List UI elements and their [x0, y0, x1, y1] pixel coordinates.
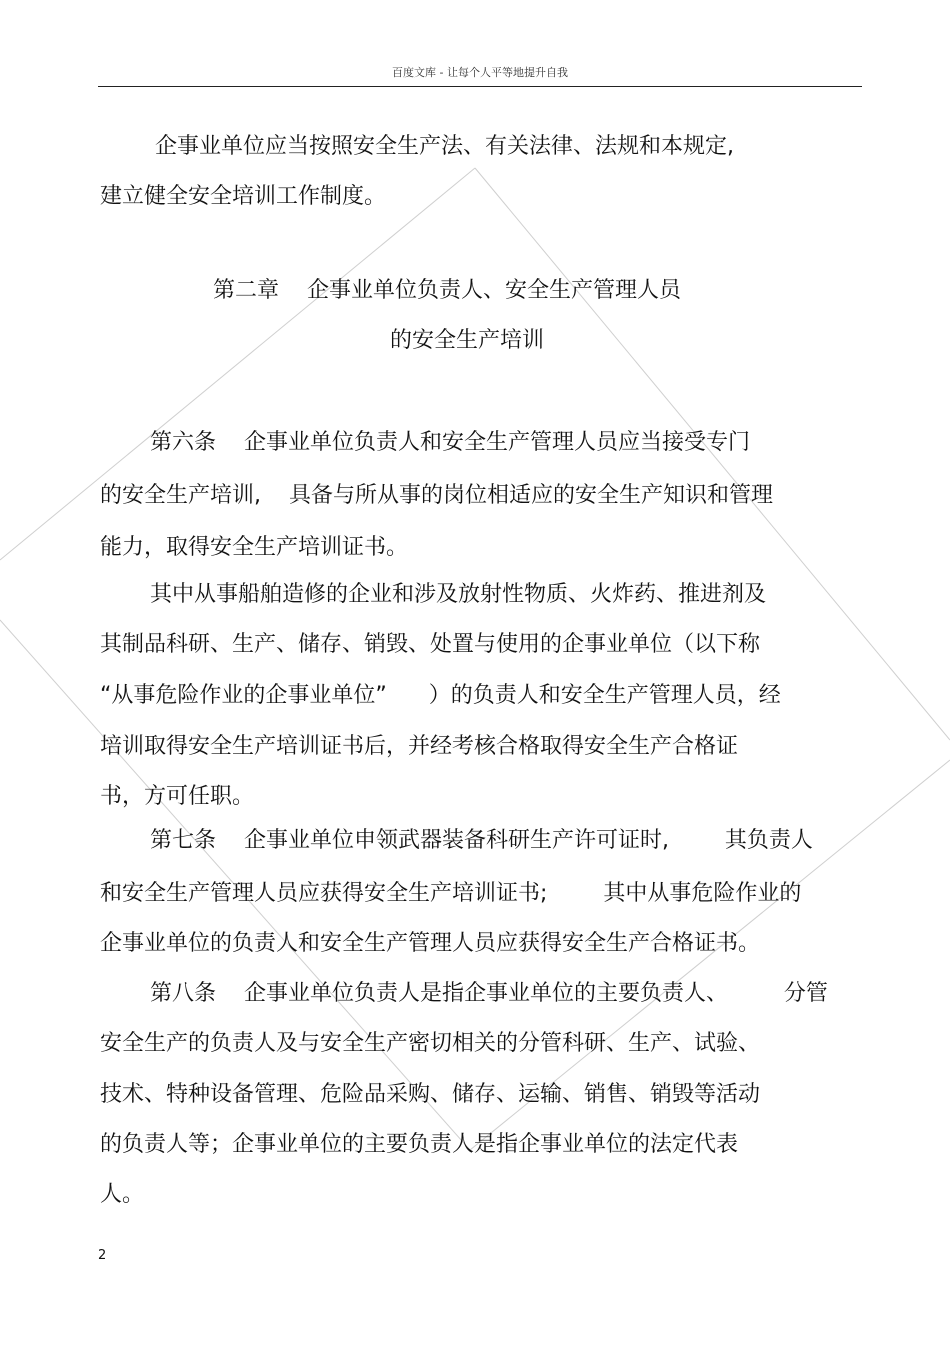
text-line: 第八条 企事业单位负责人是指企事业单位的主要负责人、 分管: [150, 981, 828, 1006]
text-line: “从事危险作业的企事业单位” ）的负责人和安全生产管理人员，经: [100, 683, 781, 708]
text-line: 培训取得安全生产培训证书后，并经考核合格取得安全生产合格证: [100, 734, 739, 759]
text-line: 其中从事船舶造修的企业和涉及放射性物质、火炸药、推进剂及: [150, 582, 767, 607]
page-header: 百度文库 - 让每个人平等地提升自我: [98, 60, 862, 87]
text-line: 的安全生产培训, 具备与所从事的岗位相适应的安全生产知识和管理: [100, 483, 773, 508]
text-line: 技术、特种设备管理、危险品采购、储存、运输、销售、销毁等活动: [100, 1082, 761, 1107]
text-line: 企事业单位应当按照安全生产法、有关法律、法规和本规定,: [155, 134, 734, 159]
text-line: 企事业单位的负责人和安全生产管理人员应获得安全生产合格证书。: [100, 931, 761, 956]
text-line: 人。: [100, 1182, 145, 1207]
text-line: 其制品科研、生产、储存、销毁、处置与使用的企事业单位（以下称: [100, 632, 761, 657]
text-line: 的负责人等；企事业单位的主要负责人是指企事业单位的法定代表: [100, 1132, 739, 1157]
text-line: 书，方可任职。: [100, 784, 255, 809]
chapter-title-line: 的安全生产培训: [390, 328, 545, 353]
text-line: 第七条 企事业单位申领武器装备科研生产许可证时, 其负责人: [150, 828, 813, 853]
text-line: 安全生产的负责人及与安全生产密切相关的分管科研、生产、试验、: [100, 1031, 761, 1056]
text-line: 建立健全安全培训工作制度。: [100, 184, 387, 209]
text-line: 能力，取得安全生产培训证书。: [100, 535, 409, 560]
chapter-title-line: 第二章 企事业单位负责人、安全生产管理人员: [213, 278, 681, 303]
text-line: 和安全生产管理人员应获得安全生产培训证书; 其中从事危险作业的: [100, 881, 802, 906]
text-line: 第六条 企事业单位负责人和安全生产管理人员应当接受专门: [150, 430, 750, 455]
page-number: 2: [98, 1248, 107, 1263]
